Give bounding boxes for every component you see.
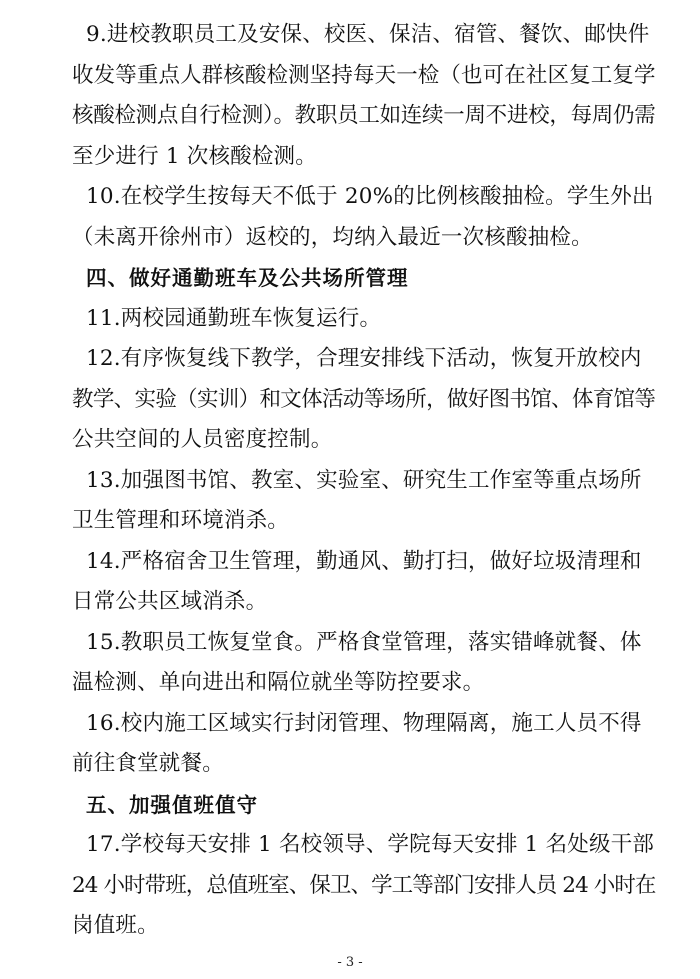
paragraph-line: 17.学校每天安排 1 名校领导、学院每天安排 1 名处级干部	[86, 832, 655, 857]
paragraph-line: 24 小时带班，总值班室、保卫、学工等部门安排人员 24 小时在	[72, 872, 656, 898]
paragraph	[72, 825, 657, 947]
paragraph	[72, 299, 657, 340]
paragraph	[72, 623, 657, 704]
section-heading: 四、做好通勤班车及公共场所管理	[86, 266, 409, 290]
paragraph-line: 10.在校学生按每天不低于 20%的比例核酸抽检。学生外出	[86, 184, 654, 209]
paragraph-line: 温检测、单向进出和隔位就坐等防控要求。	[72, 670, 485, 695]
document-body	[72, 15, 657, 947]
paragraph-line: 至少进行 1 次核酸检测。	[72, 143, 317, 169]
paragraph-line: 13.加强图书馆、教室、实验室、研究生工作室等重点场所	[86, 467, 642, 493]
paragraph	[72, 177, 657, 258]
paragraph-line: 教学、实验（实训）和文体活动等场所，做好图书馆、体育馆等	[72, 386, 656, 412]
paragraph	[72, 339, 657, 461]
paragraph-line: 16.校内施工区域实行封闭管理、物理隔离，施工人员不得	[86, 710, 642, 736]
paragraph-line: 9.进校教职员工及安保、校医、保洁、宿管、餐饮、邮快件	[86, 22, 650, 47]
paragraph-line: 岗值班。	[72, 913, 159, 938]
paragraph-line: 卫生管理和环境消杀。	[72, 508, 290, 533]
paragraph-line: 12.有序恢复线下教学，合理安排线下活动，恢复开放校内	[86, 346, 642, 371]
paragraph	[72, 461, 657, 542]
paragraph-line: 15.教职员工恢复堂食。严格食堂管理，落实错峰就餐、体	[86, 629, 642, 655]
paragraph-line: （未离开徐州市）返校的，均纳入最近一次核酸抽检。	[72, 224, 593, 250]
paragraph-line: 公共空间的人员密度控制。	[72, 427, 333, 452]
paragraph	[72, 542, 657, 623]
paragraph	[72, 704, 657, 785]
paragraph-line: 收发等重点人群核酸检测坚持每天一检（也可在社区复工复学	[72, 62, 656, 88]
paragraph-line: 14.严格宿舍卫生管理，勤通风、勤打扫，做好垃圾清理和	[86, 548, 642, 574]
paragraph-line: 11.两校园通勤班车恢复运行。	[86, 305, 382, 331]
page-number: - 3 -	[337, 955, 363, 970]
paragraph-line: 核酸检测点自行检测）。教职员工如连续一周不进校，每周仍需	[72, 103, 656, 128]
paragraph-line: 前往食堂就餐。	[72, 751, 224, 776]
paragraph	[72, 15, 657, 177]
paragraph-line: 日常公共区域消杀。	[72, 589, 268, 614]
section-heading: 五、加强值班值守	[86, 792, 258, 817]
